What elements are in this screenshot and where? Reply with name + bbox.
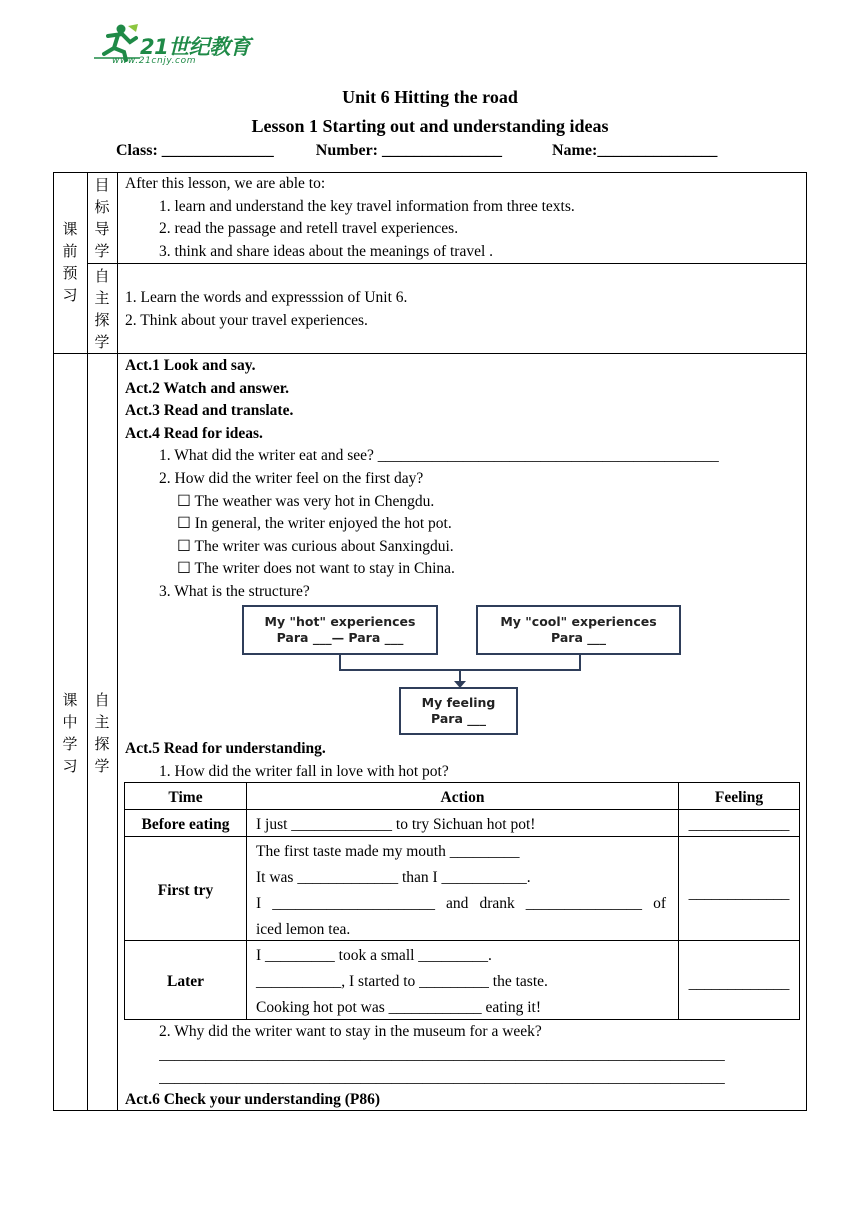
- self-study-item: 1. Learn the words and expresssion of Unit 6.: [125, 289, 408, 306]
- table-cell-time: Before eating: [141, 816, 230, 833]
- diagram-box-hot: My "hot" experiences Para ___— Para ___: [242, 605, 438, 655]
- table-cell-action-line[interactable]: I _________ took a small _________.: [256, 947, 492, 964]
- table-header-time: Time: [168, 789, 203, 806]
- label-self-study-2: 自 主 探 学: [94, 691, 110, 775]
- goals-intro: After this lesson, we are able to:: [125, 175, 326, 192]
- number-field[interactable]: Number: _______________: [315, 142, 502, 159]
- table-cell-time: First try: [157, 882, 214, 899]
- option-checkbox[interactable]: ☐ The weather was very hot in Chengdu.: [177, 493, 435, 510]
- answer-line[interactable]: _________________________________________________________________________: [159, 1069, 725, 1086]
- label-pre-class: 课 前 预 习: [62, 220, 78, 304]
- act4-question-3: 3. What is the structure?: [159, 583, 310, 600]
- table-cell-action-line[interactable]: It was _____________ than I ___________.: [256, 869, 531, 886]
- act4-question-2: 2. How did the writer feel on the first day?: [159, 470, 424, 487]
- label-in-class: 课 中 学 习: [62, 691, 78, 775]
- act1-heading: Act.1 Look and say.: [125, 357, 256, 374]
- act5-heading: Act.5 Read for understanding.: [125, 740, 326, 757]
- label-self-study-1: 自 主 探 学: [94, 267, 110, 351]
- option-checkbox[interactable]: ☐ The writer does not want to stay in China.: [177, 560, 455, 577]
- option-checkbox[interactable]: ☐ In general, the writer enjoyed the hot pot.: [177, 515, 452, 532]
- col-divider-1: [87, 172, 88, 1111]
- act2-heading: Act.2 Watch and answer.: [125, 380, 290, 397]
- table-cell-action-line[interactable]: ___________, I started to _________ the taste.: [256, 973, 548, 990]
- table-cell-action-line[interactable]: I _____________________ and drank _______________ of: [256, 895, 666, 912]
- option-checkbox[interactable]: ☐ The writer was curious about Sanxingdui.: [177, 538, 454, 555]
- table-header-feeling: Feeling: [714, 789, 764, 806]
- goal-item: 2. read the passage and retell travel experiences.: [159, 220, 459, 237]
- table-header-action: Action: [440, 789, 485, 806]
- diagram-box-feeling: My feeling Para ___: [399, 687, 518, 735]
- table-cell-feeling[interactable]: _____________: [688, 816, 790, 833]
- inner-col-divider-1: [246, 782, 247, 1020]
- inner-row-divider: [124, 836, 800, 837]
- logo-text: 21世纪教育: [140, 35, 251, 59]
- act4-heading: Act.4 Read for ideas.: [125, 425, 263, 442]
- student-info-line: [116, 142, 717, 160]
- table-cell-action-line[interactable]: Cooking hot pot was ____________ eating it!: [256, 999, 542, 1016]
- table-cell-action[interactable]: I just _____________ to try Sichuan hot pot!: [256, 816, 536, 833]
- act4-question-1[interactable]: 1. What did the writer eat and see? ____________________________________________: [159, 447, 719, 464]
- table-cell-feeling[interactable]: _____________: [688, 885, 790, 902]
- act5-question-1: 1. How did the writer fall in love with hot pot?: [159, 763, 449, 780]
- table-cell-feeling[interactable]: _____________: [688, 975, 790, 992]
- class-field[interactable]: Class: ______________: [116, 142, 274, 159]
- act3-heading: Act.3 Read and translate.: [125, 402, 294, 419]
- act6-heading: Act.6 Check your understanding (P86): [125, 1091, 381, 1108]
- col-divider-2: [117, 172, 118, 1111]
- act5-question-2: 2. Why did the writer want to stay in the museum for a week?: [159, 1023, 542, 1040]
- self-study-item: 2. Think about your travel experiences.: [125, 312, 368, 329]
- table-cell-time: Later: [166, 973, 204, 990]
- page-subtitle: Lesson 1 Starting out and understanding ideas: [251, 116, 609, 136]
- answer-line[interactable]: _________________________________________________________________________: [159, 1046, 725, 1063]
- inner-row-divider: [124, 940, 800, 941]
- name-field[interactable]: Name:_______________: [552, 142, 718, 159]
- diagram-box-cool: My "cool" experiences Para ___: [476, 605, 681, 655]
- logo-url: www.21cnjy.com: [112, 56, 197, 66]
- diagram-connector: [330, 654, 590, 690]
- label-goal-guide: 目 标 导 学: [94, 176, 110, 260]
- goal-item: 1. learn and understand the key travel information from three texts.: [159, 198, 575, 215]
- page-title: Unit 6 Hitting the road: [342, 87, 518, 107]
- inner-row-divider: [124, 809, 800, 810]
- table-cell-action-line[interactable]: The first taste made my mouth _________: [256, 843, 520, 860]
- row-divider-section: [53, 353, 807, 354]
- table-cell-action-line: iced lemon tea.: [256, 921, 351, 938]
- row-divider-goal: [87, 263, 807, 264]
- goal-item: 3. think and share ideas about the meanings of travel .: [159, 243, 494, 260]
